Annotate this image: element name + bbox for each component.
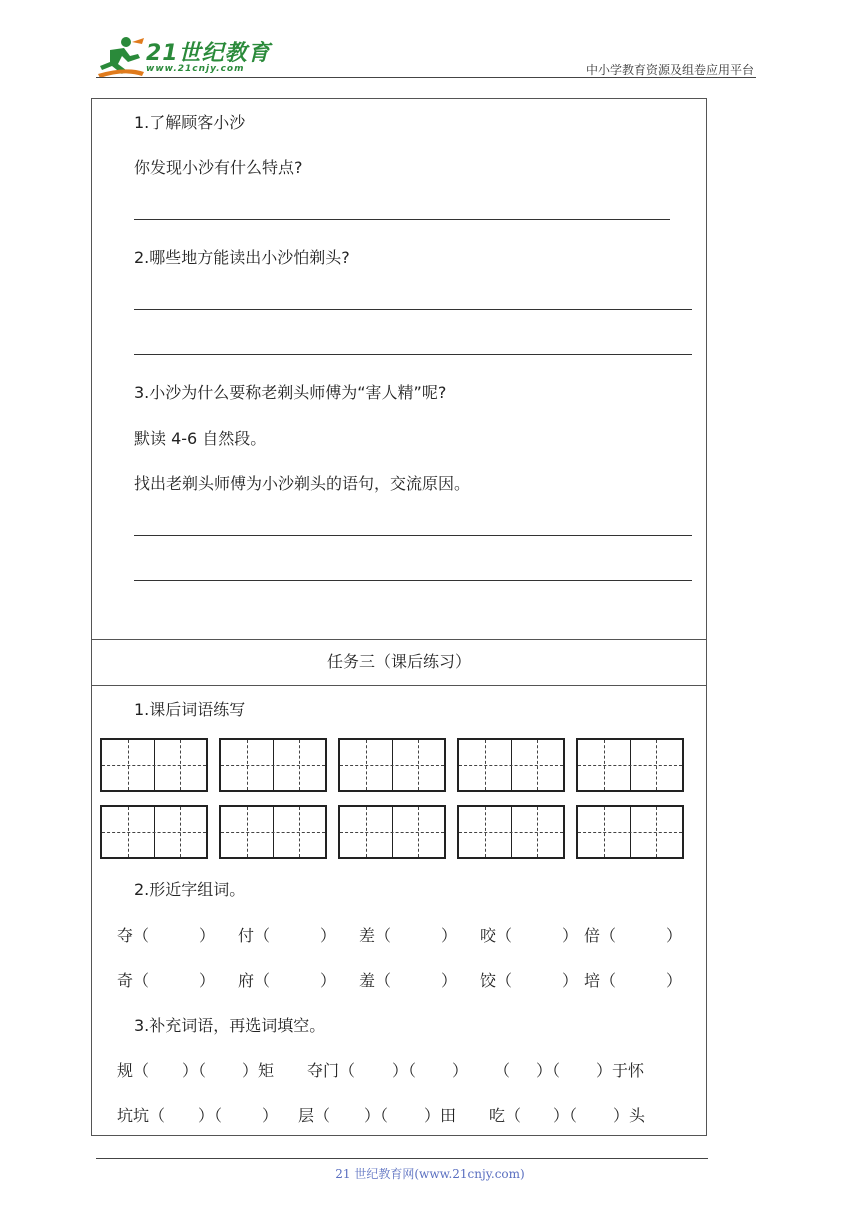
idiom-fill: 层（ [298, 1106, 331, 1125]
idiom-fill: ）（ [536, 1061, 561, 1080]
char-item-close: ） [320, 971, 337, 990]
char-item: 奇（ [117, 971, 150, 990]
idiom-fill: 吃（ [489, 1106, 522, 1125]
char-item: 倍（ [584, 926, 617, 945]
idiom-fill: ）矩 [242, 1061, 275, 1080]
idiom-fill: ）（ [364, 1106, 389, 1125]
char-item: 付（ [238, 926, 271, 945]
char-item-close: ） [320, 926, 337, 945]
writing-box[interactable] [219, 738, 327, 792]
question-3-title: 3.小沙为什么要称老剃头师傅为“害人精”呢? [134, 383, 447, 402]
idiom-fill: ）田 [424, 1106, 457, 1125]
idiom-fill: ） [262, 1106, 279, 1125]
footer-text: 21 世纪教育网(www.21cnjy.com) [335, 1167, 525, 1181]
answer-line[interactable] [134, 354, 692, 355]
char-item: 饺（ [480, 971, 513, 990]
char-item: 府（ [238, 971, 271, 990]
question-3-step-1: 默读 4-6 自然段。 [134, 429, 267, 448]
question-1-title: 1.了解顾客小沙 [134, 113, 246, 132]
idiom-fill: 夺门（ [307, 1061, 356, 1080]
idiom-fill: ）（ [198, 1106, 223, 1125]
char-item-close: ） [562, 926, 579, 945]
practice-3-title: 3.补充词语，再选词填空。 [134, 1016, 326, 1035]
page-header [0, 0, 860, 80]
section-divider [91, 639, 707, 640]
header-divider [96, 77, 756, 78]
writing-box[interactable] [338, 738, 446, 792]
practice-1-title: 1.课后词语练写 [134, 700, 246, 719]
idiom-fill: ）（ [182, 1061, 207, 1080]
char-item: 夺（ [117, 926, 150, 945]
task-3-title: 任务三（课后练习） [326, 652, 471, 671]
writing-box[interactable] [338, 805, 446, 859]
idiom-fill: 坑坑（ [117, 1106, 166, 1125]
writing-box[interactable] [576, 805, 684, 859]
logo-text: 21世纪教育 [146, 41, 271, 66]
char-item: 差（ [359, 926, 392, 945]
char-item-close: ） [199, 971, 216, 990]
writing-box[interactable] [576, 738, 684, 792]
char-item-close: ） [666, 926, 683, 945]
practice-2-title: 2.形近字组词。 [134, 880, 246, 899]
answer-line[interactable] [134, 219, 670, 220]
idiom-fill: ）（ [392, 1061, 417, 1080]
idiom-fill: 规（ [117, 1061, 150, 1080]
platform-label: 中小学教育资源及组卷应用平台 [585, 63, 754, 77]
idiom-fill: ）（ [553, 1106, 578, 1125]
footer-divider [96, 1158, 708, 1159]
question-3-step-2: 找出老剃头师傅为小沙剃头的语句，交流原因。 [134, 474, 471, 493]
char-item: 培（ [584, 971, 617, 990]
writing-box[interactable] [100, 805, 208, 859]
writing-box[interactable] [100, 738, 208, 792]
answer-line[interactable] [134, 580, 692, 581]
answer-line[interactable] [134, 535, 692, 536]
char-item: 咬（ [480, 926, 513, 945]
idiom-fill: ） [452, 1061, 469, 1080]
question-1-prompt: 你发现小沙有什么特点? [134, 158, 303, 177]
char-item-close: ） [441, 926, 458, 945]
char-item: 羞（ [359, 971, 392, 990]
char-item-close: ） [666, 971, 683, 990]
logo-url: www.21cnjy.com [146, 64, 245, 74]
char-item-close: ） [441, 971, 458, 990]
writing-box[interactable] [457, 805, 565, 859]
section-divider [91, 685, 707, 686]
idiom-fill: （ [494, 1061, 511, 1080]
writing-box[interactable] [219, 805, 327, 859]
writing-box[interactable] [457, 738, 565, 792]
idiom-fill: ）头 [613, 1106, 646, 1125]
idiom-fill: ）于怀 [596, 1061, 645, 1080]
question-2-title: 2.哪些地方能读出小沙怕剃头? [134, 248, 350, 267]
char-item-close: ） [562, 971, 579, 990]
answer-line[interactable] [134, 309, 692, 310]
char-item-close: ） [199, 926, 216, 945]
